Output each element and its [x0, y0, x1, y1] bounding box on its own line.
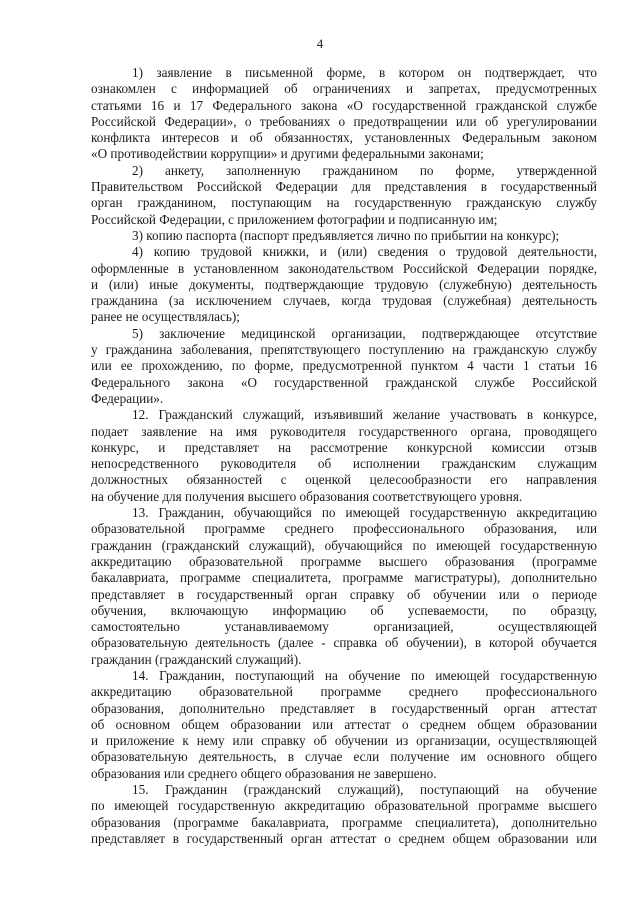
paragraph-line: «О противодействии коррупции» и другими федеральными законами;	[91, 146, 484, 162]
paragraph-line: Правительством Российской Федерации для представления в государственный	[91, 179, 597, 195]
paragraph-line: конфликта интересов и об обязанностях, установленных Федеральным законом	[91, 130, 597, 146]
paragraph-line: Российской Федерации, с приложением фотографии и подписанную им;	[91, 211, 498, 227]
paragraph-line: статьями 16 и 17 Федерального закона «О государственной гражданской службе	[91, 97, 597, 113]
paragraph-line: на обучение для получения высшего образования соответствующего уровня.	[91, 488, 523, 504]
page-number: 4	[316, 36, 324, 51]
paragraph-line: 4) копию трудовой книжки, и (или) сведения о трудовой деятельности,	[132, 244, 597, 260]
paragraph-p6	[91, 407, 597, 505]
paragraph-line: Федерации».	[91, 390, 164, 406]
paragraph-line: бакалавриата, программе специалитета, программе магистратуры), дополнительно	[91, 570, 597, 586]
paragraph-line: 13. Гражданин, обучающийся по имеющей государственную аккредитацию	[132, 505, 597, 521]
paragraph-p5	[91, 326, 597, 407]
paragraph-p7	[91, 505, 597, 668]
paragraph-line: 5) заключение медицинской организации, подтверждающее отсутствие	[132, 325, 597, 341]
paragraph-line: и (или) иные документы, подтверждающие трудовую (служебную) деятельность	[91, 276, 597, 292]
paragraph-line: аккредитацию образовательной программе высшего образования (программе	[91, 553, 597, 569]
paragraph-p4	[91, 244, 597, 325]
paragraph-line: аккредитацию образовательной программе среднего профессионального	[91, 684, 597, 700]
paragraph-line: образования, дополнительно представляет в государственный орган аттестат	[91, 700, 597, 716]
paragraph-p8	[91, 668, 597, 782]
paragraph-line: должностных обязанностей с оценкой целесообразности его направления	[91, 472, 597, 488]
paragraph-line: представляет в государственный орган справку об обучении или о периоде	[91, 586, 597, 602]
paragraph-line: 3) копию паспорта (паспорт предъявляется лично по прибытии на конкурс);	[132, 227, 560, 243]
paragraph-line: Российской Федерации», о требованиях о предотвращении или об урегулировании	[91, 113, 597, 129]
paragraph-line: у гражданина заболевания, препятствующего поступлению на гражданскую службу	[91, 342, 597, 358]
paragraph-line: 12. Гражданский служащий, изъявивший желание участвовать в конкурсе,	[132, 407, 597, 423]
paragraph-line: об основном общем образовании или аттестат о среднем общем образовании	[91, 716, 597, 732]
paragraph-line: 14. Гражданин, поступающий на обучение по имеющей государственную	[132, 667, 597, 683]
paragraph-p1	[91, 65, 597, 163]
paragraph-line: ознакомлен с информацией об ограничениях и запретах, предусмотренных	[91, 81, 597, 97]
paragraph-p2	[91, 163, 597, 228]
paragraph-p9	[91, 782, 597, 847]
paragraph-line: самостоятельно устанавливаемому организацией, осуществляющей	[91, 619, 597, 635]
paragraph-line: образовательную деятельность, в случае если получение им основного общего	[91, 749, 597, 765]
paragraph-line: образования (программе бакалавриата, программе специалитета), дополнительно	[91, 814, 597, 830]
paragraph-line: ранее не осуществлялась);	[91, 309, 240, 325]
paragraph-line: гражданин (гражданский служащий).	[91, 651, 302, 667]
paragraph-line: обучения, включающую информацию об успеваемости, по образцу,	[91, 602, 597, 618]
paragraph-line: Федерального закона «О государственной гражданской службе Российской	[91, 374, 597, 390]
paragraph-line: орган гражданином, поступающим на государственную гражданскую службу	[91, 195, 597, 211]
document-body	[91, 65, 597, 847]
paragraph-line: образовательную деятельность (далее - справка об обучении), в которой обучается	[91, 635, 597, 651]
paragraph-line: или ее прохождению, по форме, предусмотренной пунктом 4 части 1 статьи 16	[91, 358, 597, 374]
paragraph-line: гражданина (за исключением случаев, когда трудовая (служебная) деятельность	[91, 293, 597, 309]
paragraph-line: 2) анкету, заполненную гражданином по форме, утвержденной	[132, 162, 597, 178]
paragraph-line: по имеющей государственную аккредитацию образовательной программе высшего	[91, 798, 597, 814]
paragraph-line: образования или среднего общего образования не завершено.	[91, 765, 437, 781]
paragraph-line: и приложение к нему или справку об обучении из организации, осуществляющей	[91, 733, 597, 749]
paragraph-line: 15. Гражданин (гражданский служащий), поступающий на обучение	[132, 782, 597, 798]
paragraph-line: 1) заявление в письменной форме, в котором он подтверждает, что	[132, 65, 597, 80]
paragraph-line: конкурс, и представляет на рассмотрение конкурсной комиссии отзыв	[91, 439, 597, 455]
paragraph-line: представляет в государственный орган аттестат о среднем общем образовании или	[91, 830, 597, 846]
paragraph-line: подает заявление на имя руководителя государственного органа, проводящего	[91, 423, 597, 439]
paragraph-line: оформленные в установленном законодательством Российской Федерации порядке,	[91, 260, 597, 276]
paragraph-line: непосредственного руководителя об исполнении гражданским служащим	[91, 456, 597, 472]
paragraph-p3	[91, 228, 597, 244]
paragraph-line: гражданин (гражданский служащий), обучающийся по имеющей государственную	[91, 537, 597, 553]
paragraph-line: образовательной программе среднего профессионального образования, или	[91, 521, 597, 537]
